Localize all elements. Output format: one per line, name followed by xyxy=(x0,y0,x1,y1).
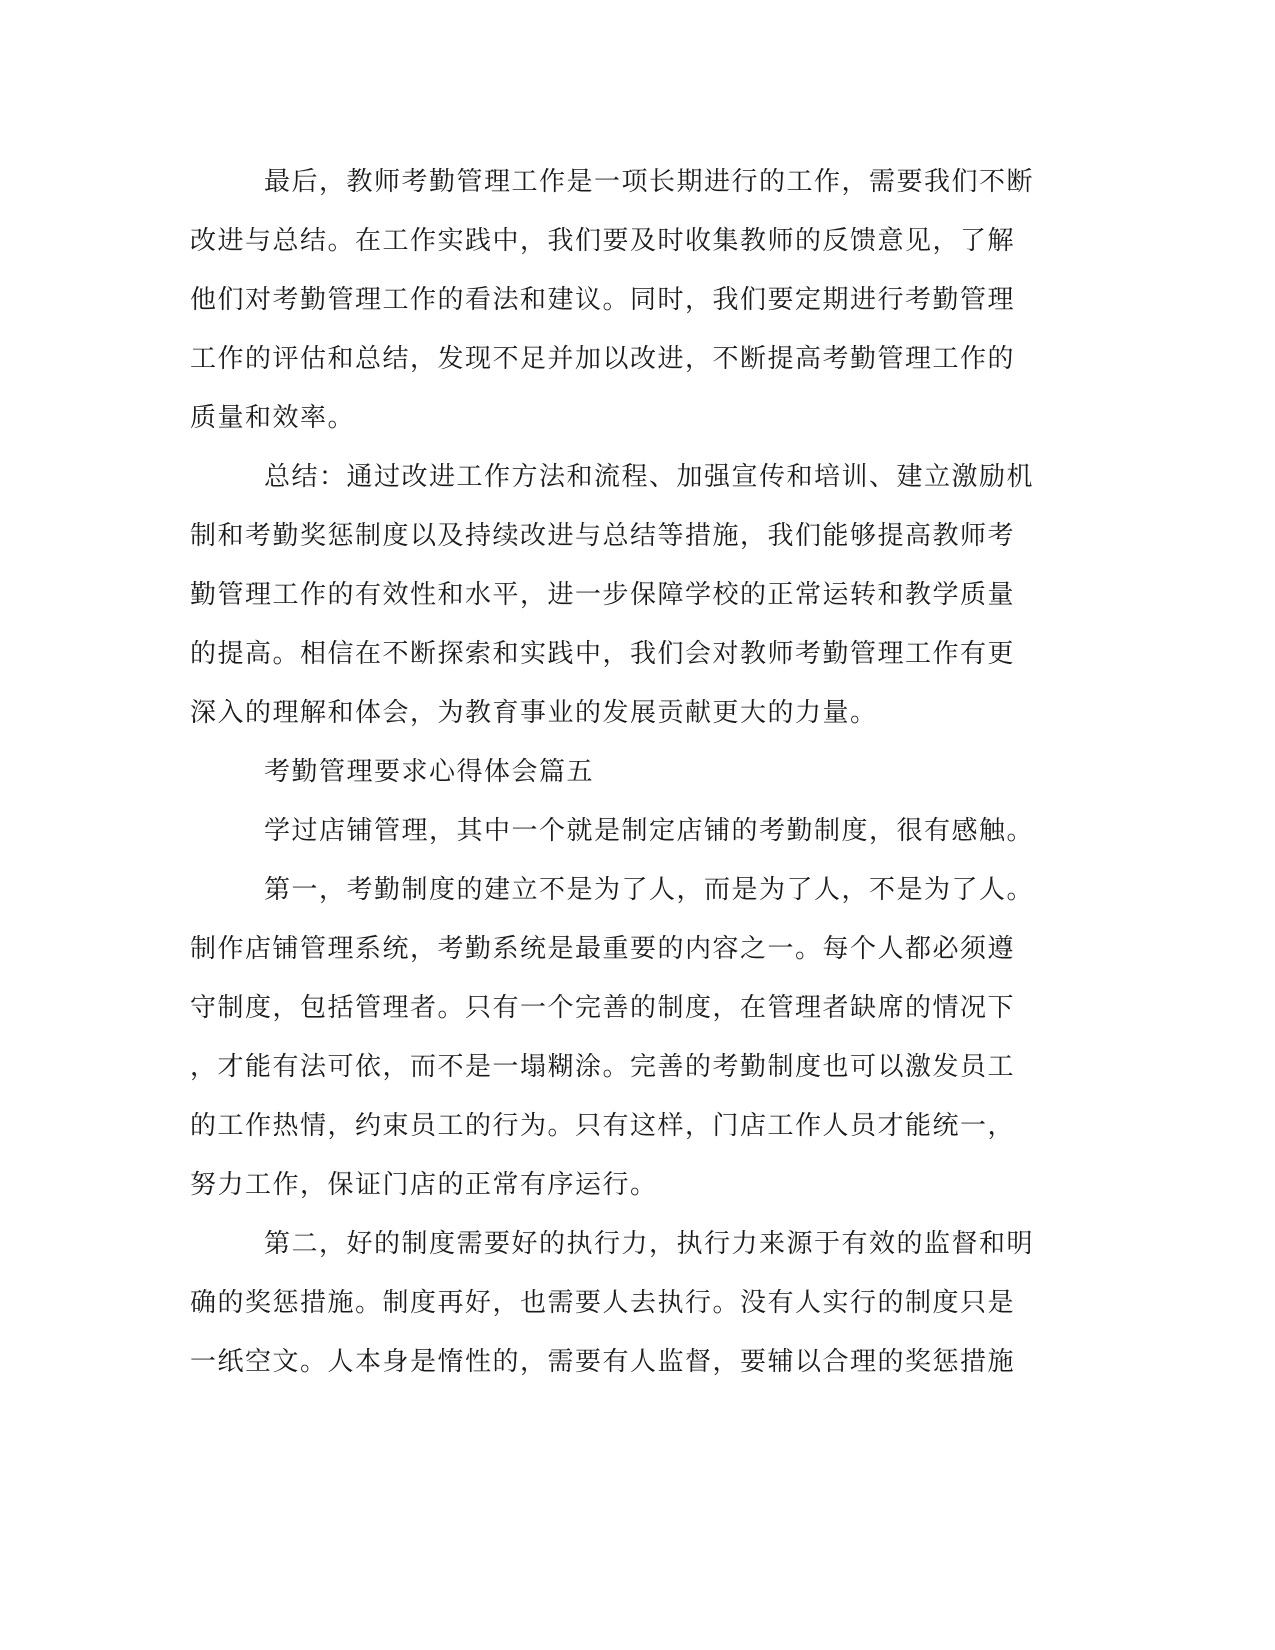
text-line: 一纸空文。人本身是惰性的，需要有人监督，要辅以合理的奖惩措施 xyxy=(190,1347,1016,1377)
text-line: 守制度，包括管理者。只有一个完善的制度，在管理者缺席的情况下 xyxy=(190,993,1016,1023)
text-line: 确的奖惩措施。制度再好，也需要人去执行。没有人实行的制度只是 xyxy=(190,1288,1016,1318)
text-line: 的提高。相信在不断探索和实践中，我们会对教师考勤管理工作有更 xyxy=(190,639,1016,669)
text-line: 总结：通过改进工作方法和流程、加强宣传和培训、建立激励机 xyxy=(264,462,1035,492)
text-line: ，才能有法可依，而不是一塌糊涂。完善的考勤制度也可以激发员工 xyxy=(190,1052,1016,1082)
text-line: 制和考勤奖惩制度以及持续改进与总结等措施，我们能够提高教师考 xyxy=(190,521,1016,551)
text-line: 他们对考勤管理工作的看法和建议。同时，我们要定期进行考勤管理 xyxy=(190,285,1016,315)
text-line: 改进与总结。在工作实践中，我们要及时收集教师的反馈意见，了解 xyxy=(190,226,1016,256)
text-line: 勤管理工作的有效性和水平，进一步保障学校的正常运转和教学质量 xyxy=(190,580,1016,610)
text-line: 努力工作，保证门店的正常有序运行。 xyxy=(190,1170,658,1200)
text-line: 第二，好的制度需要好的执行力，执行力来源于有效的监督和明 xyxy=(264,1229,1035,1259)
text-line: 质量和效率。 xyxy=(190,403,356,433)
section-heading: 考勤管理要求心得体会篇五 xyxy=(264,757,595,787)
text-line: 第一，考勤制度的建立不是为了人，而是为了人，不是为了人。 xyxy=(264,875,1035,905)
text-line: 的工作热情，约束员工的行为。只有这样，门店工作人员才能统一， xyxy=(190,1111,1016,1141)
text-line: 工作的评估和总结，发现不足并加以改进，不断提高考勤管理工作的 xyxy=(190,344,1016,374)
text-line: 深入的理解和体会，为教育事业的发展贡献更大的力量。 xyxy=(190,698,878,728)
text-line: 制作店铺管理系统，考勤系统是最重要的内容之一。每个人都必须遵 xyxy=(190,934,1016,964)
text-line: 最后，教师考勤管理工作是一项长期进行的工作，需要我们不断 xyxy=(264,167,1035,197)
text-line: 学过店铺管理，其中一个就是制定店铺的考勤制度，很有感触。 xyxy=(264,816,1035,846)
